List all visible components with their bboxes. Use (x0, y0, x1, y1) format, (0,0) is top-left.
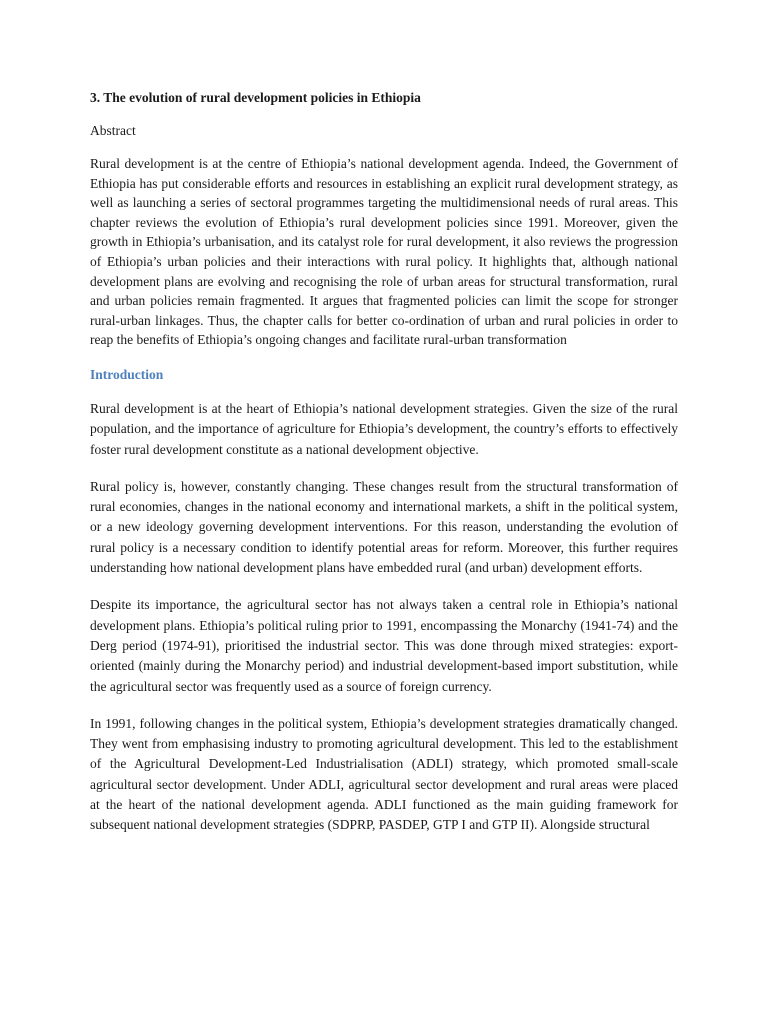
body-paragraph-4: In 1991, following changes in the political system, Ethiopia’s development strategies dramatically changed. They went from emphasising industry to promoting agricultural development. This led to the establishment of the Agricultural Development-Led Industrialisation (ADLI) strategy, which promoted small-scale agricultural sector development. Under ADLI, agricultural sector development and rural areas were placed at the heart of the national development agenda. ADLI functioned as the main guiding framework for subsequent national development strategies (SDPRP, PASDEP, GTP I and GTP II). Alongside structural (90, 715, 678, 833)
introduction-heading: Introduction (90, 366, 164, 382)
body-paragraph-3: Despite its importance, the agricultural sector has not always taken a central role in Ethiopia’s national development plans. Ethiopia’s political ruling prior to 1991, encompassing the Monarchy (1941-74) and the Derg period (1974-91), prioritised the industrial sector. This was done through mixed strategies: export-oriented (mainly during the Monarchy period) and industrial development-based import substitution, while the agricultural sector was frequently used as a source of foreign currency. (90, 597, 678, 694)
body-paragraph-2: Rural policy is, however, constantly changing. These changes result from the structural transformation of rural economies, changes in the national economy and international markets, a shift in the political system, or a new ideology governing development interventions. For this reason, understanding the evolution of rural policy is a necessary condition to identify potential areas for reform. Moreover, this further requires understanding how national development plans have embedded rural (and urban) development efforts. (90, 478, 678, 576)
abstract-label: Abstract (90, 123, 136, 138)
body-paragraph-1: Rural development is at the heart of Ethiopia’s national development strategies. Given the size of the rural population, and the importance of agriculture for Ethiopia’s development, the country’s efforts to effectively foster rural development constitute as a national development objective. (90, 400, 678, 457)
chapter-title: 3. The evolution of rural development policies in Ethiopia (90, 90, 421, 105)
abstract-paragraph: Rural development is at the centre of Ethiopia’s national development agenda. Indeed, the Government of Ethiopia has put considerable efforts and resources in establishing an explicit rural development strategy, as well as launching a series of sectoral programmes targeting the multidimensional needs of rural areas. This chapter reviews the evolution of Ethiopia’s rural development policies since 1991. Moreover, given the growth in Ethiopia’s urbanisation, and its catalyst role for rural development, it also reviews the progression of Ethiopia’s urban policies and their interactions with rural policy. It highlights that, although national development plans are evolving and recognising the role of urban areas for structural transformation, rural and urban policies remain fragmented. It argues that fragmented policies can limit the scope for stronger rural-urban linkages. Thus, the chapter calls for better co-ordination of urban and rural policies in order to reap the benefits of Ethiopia’s ongoing changes and facilitate rural-urban transformation (90, 156, 678, 348)
document-page (90, 88, 678, 853)
